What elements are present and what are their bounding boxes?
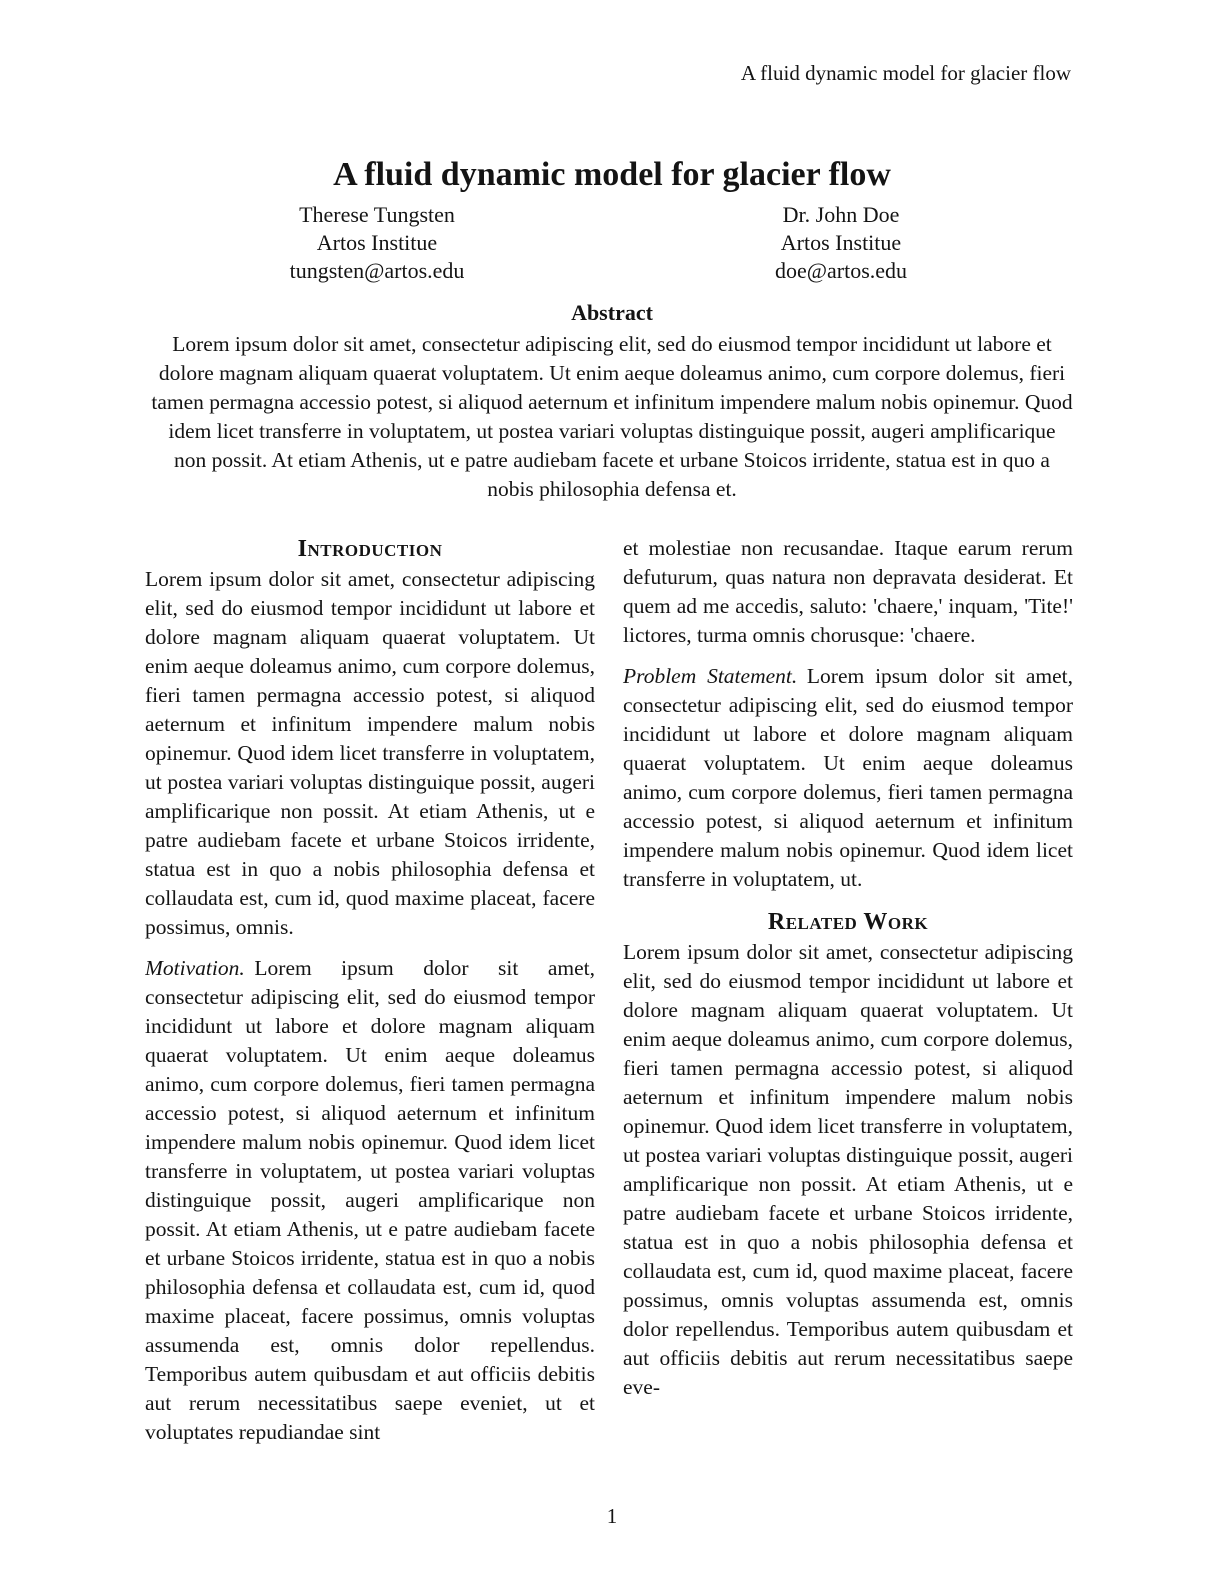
right-column: [623, 534, 1073, 1446]
running-head: A fluid dynamic model for glacier flow: [740, 61, 1071, 85]
author-email: doe@artos.edu: [774, 258, 908, 283]
abstract-text: Lorem ipsum dolor sit amet, consectetur adipiscing elit, sed do eiusmod tempor incididunt ut labore et dolore magnam aliquam quaerat voluptatem. Ut enim aeque doleamus animo, cum corpore dolemus, fieri tamen permagna accessio potest, si aliquod aeternum et infinitum impendere malum nobis opinemur. Quod idem licet transferre in voluptatem, ut postea variari voluptas distinguique possit, augeri amplificarique non possit. At etiam Athenis, ut e patre audiebam facete et urbane Stoicos irridente, statua est in quo a nobis philosophia defensa et.: [151, 332, 1073, 501]
motivation-label: Motivation.: [145, 956, 245, 980]
paper-title: A fluid dynamic model for glacier flow: [333, 155, 891, 193]
author-name: Dr. John Doe: [782, 202, 900, 227]
left-column: [145, 534, 595, 1446]
section-heading-related-work: Related Work: [767, 909, 929, 935]
related-work-paragraph: Lorem ipsum dolor sit amet, consectetur adipiscing elit, sed do eiusmod tempor incididunt ut labore et dolore magnam aliquam quaerat voluptatem. Ut enim aeque doleamus animo, cum corpore dolemus, fieri tamen permagna accessio potest, si aliquod aeternum et infinitum impendere malum nobis opinemur. Quod idem licet transferre in voluptatem, ut postea variari voluptas distinguique possit, augeri amplificarique non possit. At etiam Athenis, ut e patre audiebam facete et urbane Stoicos irridente, statua est in quo a nobis philosophia defensa et collaudata est, cum id, quod maxime placeat, facere possimus, omnis voluptas assumenda est, omnis dolor repellendus. Temporibus autem quibusdam et aut officiis debitis aut rerum necessitatibus saepe eve-: [623, 940, 1073, 1399]
two-column-body: [145, 534, 1073, 1446]
introduction-paragraph: Lorem ipsum dolor sit amet, consectetur adipiscing elit, sed do eiusmod tempor incididunt ut labore et dolore magnam aliquam quaerat voluptatem. Ut enim aeque doleamus animo, cum corpore dolemus, fieri tamen permagna accessio potest, si aliquod aeternum et infinitum impendere malum nobis opinemur. Quod idem licet transferre in voluptatem, ut postea variari voluptas distinguique possit, augeri amplificarique non possit. At etiam Athenis, ut e patre audiebam facete et urbane Stoicos irridente, statua est in quo a nobis philosophia defensa et collaudata est, cum id, quod maxime placeat, facere possimus, omnis.: [145, 567, 595, 939]
authors-block: [145, 201, 1073, 285]
page-number: 1: [606, 1504, 618, 1528]
problem-statement-paragraph: [623, 662, 1073, 894]
author-card: [609, 201, 1073, 285]
author-name: Therese Tungsten: [299, 202, 455, 227]
author-affiliation: Artos Institue: [316, 230, 438, 255]
problem-statement-text: Lorem ipsum dolor sit amet, consectetur adipiscing elit, sed do eiusmod tempor incididunt ut labore et dolore magnam aliquam quaerat voluptatem. Ut enim aeque doleamus animo, cum corpore dolemus, fieri tamen permagna accessio potest, si aliquod aeternum et infinitum impendere malum nobis opinemur. Quod idem licet transferre in voluptatem, ut.: [623, 664, 1073, 891]
author-affiliation: Artos Institue: [780, 230, 902, 255]
problem-statement-label: Problem Statement.: [623, 664, 798, 688]
section-heading-introduction: Introduction: [297, 536, 443, 562]
author-email: tungsten@artos.edu: [289, 258, 465, 283]
motivation-continuation-paragraph: et molestiae non recusandae. Itaque earum rerum defuturum, quas natura non depravata desiderat. Et quem ad me accedis, saluto: 'chaere,' inquam, 'Tite!' lictores, turma omnis chorusque: 'chaere.: [623, 536, 1073, 647]
motivation-text: Lorem ipsum dolor sit amet, consectetur adipiscing elit, sed do eiusmod tempor incididunt ut labore et dolore magnam aliquam quaerat voluptatem. Ut enim aeque doleamus animo, cum corpore dolemus, fieri tamen permagna accessio potest, si aliquod aeternum et infinitum impendere malum nobis opinemur. Quod idem licet transferre in voluptatem, ut postea variari voluptas distinguique possit, augeri amplificarique non possit. At etiam Athenis, ut e patre audiebam facete et urbane Stoicos irridente, statua est in quo a nobis philosophia defensa et collaudata est, cum id, quod maxime placeat, facere possimus, omnis voluptas assumenda est, omnis dolor repellendus. Temporibus autem quibusdam et aut officiis debitis aut rerum necessitatibus saepe eveniet, ut et voluptates repudiandae sint: [145, 956, 595, 1444]
abstract-heading: Abstract: [571, 300, 653, 325]
author-card: [145, 201, 609, 285]
motivation-paragraph: [145, 954, 595, 1446]
